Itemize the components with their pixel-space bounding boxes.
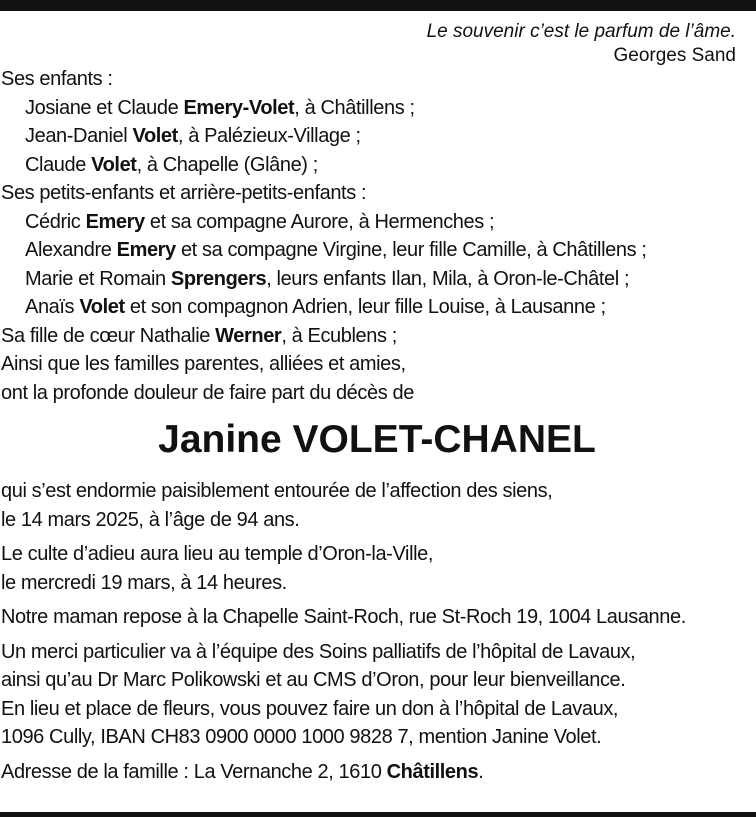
epigraph-author: Georges Sand bbox=[613, 45, 736, 66]
family-member: Marie et Romain Sprengers, leurs enfants Ilan, Mila, à Oron-le-Châtel ; bbox=[25, 267, 630, 290]
family-member: Cédric Emery et sa compagne Aurore, à Hermenches ; bbox=[25, 210, 495, 233]
service-line: Le culte d’adieu aura lieu au temple d’Oron-la-Ville, bbox=[1, 543, 434, 565]
donation-line: 1096 Cully, IBAN CH83 0900 0000 1000 9828 7, mention Janine Volet. bbox=[1, 726, 602, 748]
family-address: Adresse de la famille : La Vernanche 2, 1610 Châtillens. bbox=[1, 760, 484, 783]
deceased-name: Janine VOLET-CHANEL bbox=[158, 418, 596, 461]
family-member: Anaïs Volet et son compagnon Adrien, leur fille Louise, à Lausanne ; bbox=[25, 296, 606, 318]
donation-line: En lieu et place de fleurs, vous pouvez faire un don à l’hôpital de Lavaux, bbox=[1, 697, 619, 720]
death-line: qui s’est endormie paisiblement entourée de l’affection des siens, bbox=[1, 480, 553, 502]
thanks-line: ainsi qu’au Dr Marc Polikowski et au CMS d’Oron, pour leur bienveillance. bbox=[1, 669, 626, 691]
rest-line: Notre maman repose à la Chapelle Saint-Roch, rue St-Roch 19, 1004 Lausanne. bbox=[1, 606, 686, 628]
bottom-border bbox=[0, 812, 756, 817]
family-member: Claude Volet, à Chapelle (Glâne) ; bbox=[25, 153, 318, 176]
epigraph-quote: Le souvenir c’est le parfum de l’âme. bbox=[426, 21, 736, 42]
family-member: Alexandre Emery et sa compagne Virgine, leur fille Camille, à Châtillens ; bbox=[25, 239, 647, 261]
children-heading: Ses enfants : bbox=[1, 68, 113, 90]
top-border bbox=[0, 0, 756, 11]
obituary-text bbox=[1, 65, 753, 786]
family-member: Josiane et Claude Emery-Volet, à Châtillens ; bbox=[25, 96, 415, 119]
heart-daughter: Sa fille de cœur Nathalie Werner, à Ecublens ; bbox=[1, 324, 397, 347]
epigraph bbox=[427, 20, 736, 68]
family-member: Jean-Daniel Volet, à Palézieux-Village ; bbox=[25, 125, 361, 147]
announcement-line: ont la profonde douleur de faire part du décès de bbox=[1, 381, 414, 404]
thanks-line: Un merci particulier va à l’équipe des Soins palliatifs de l’hôpital de Lavaux, bbox=[1, 640, 636, 663]
death-line: le 14 mars 2025, à l’âge de 94 ans. bbox=[1, 508, 300, 531]
relatives-line: Ainsi que les familles parentes, alliées et amies, bbox=[1, 353, 406, 375]
grandchildren-heading: Ses petits-enfants et arrière-petits-enfants : bbox=[1, 182, 367, 204]
service-line: le mercredi 19 mars, à 14 heures. bbox=[1, 571, 287, 594]
